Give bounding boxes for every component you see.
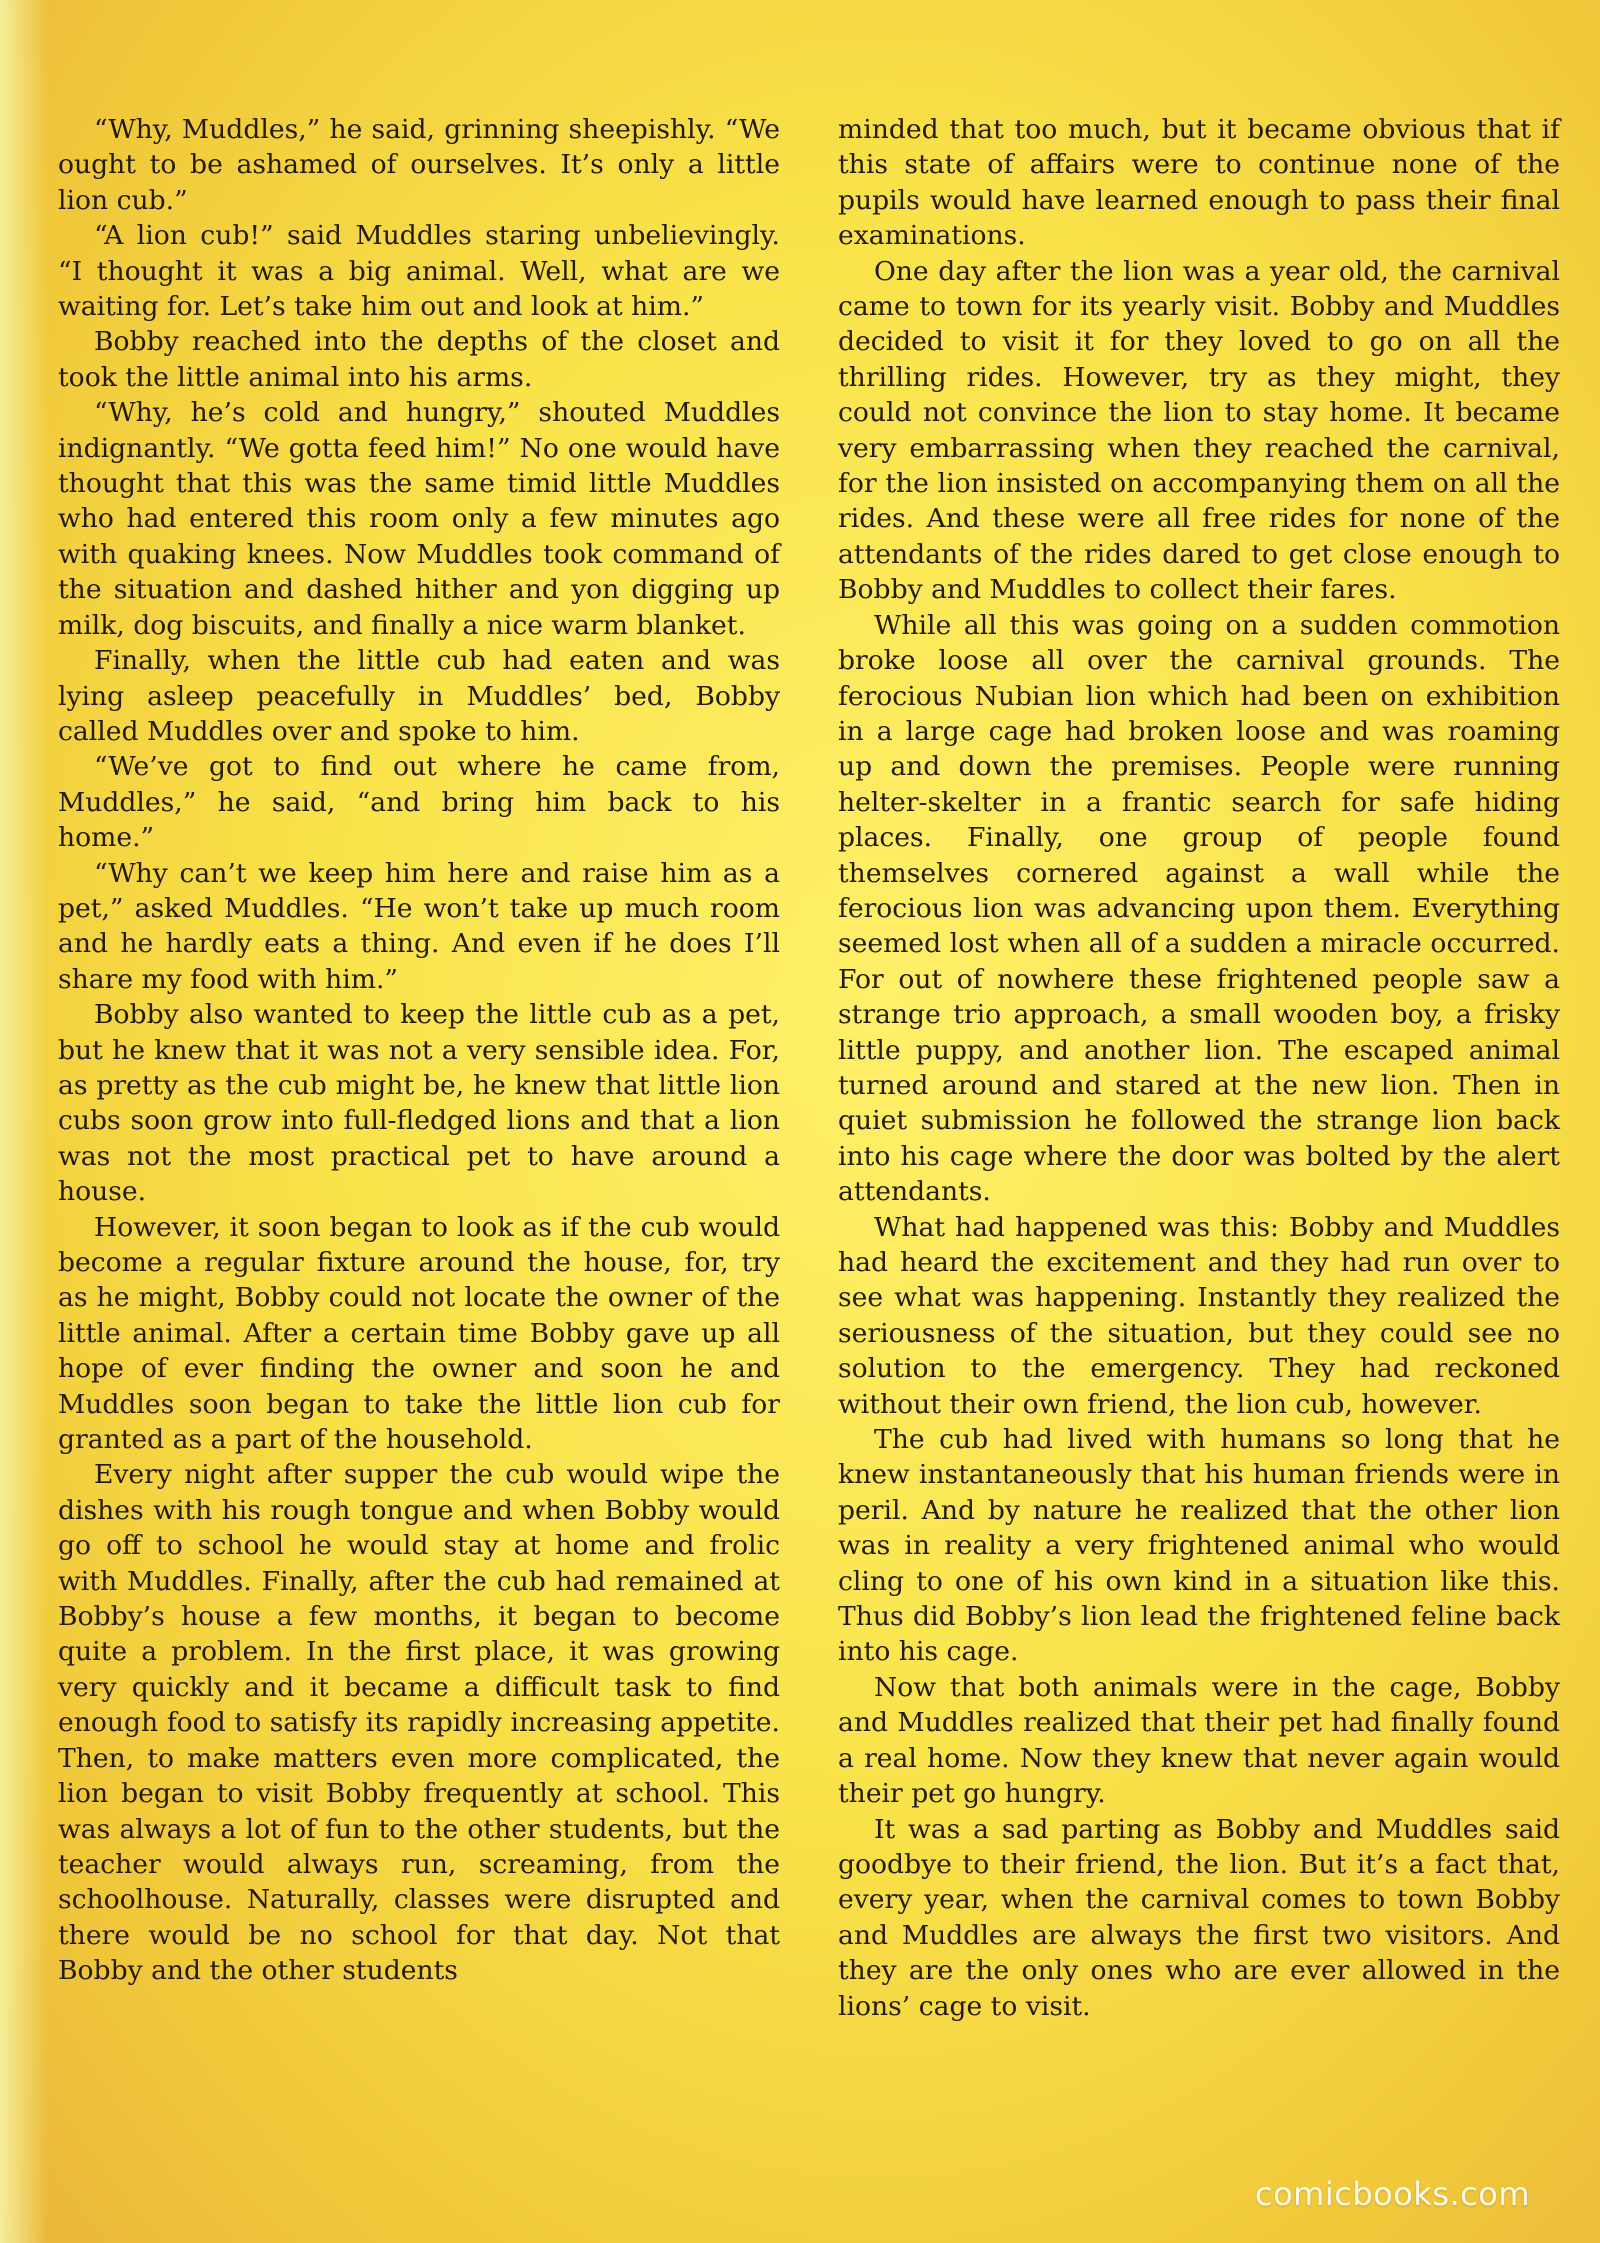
paragraph: While all this was going on a sudden commotion broke loose all over the carnival grounds. The ferocious Nubian lion which had been on exhibition in a large cage had broken loose and was roaming up and down the premises. People were running helter-skelter in a frantic search for safe hiding places. Finally, one group of people found themselves cornered against a wall while the ferocious lion was advancing upon them. Everything seemed lost when all of a sudden a miracle occurred. For out of nowhere these frightened people saw a strange trio approach, a small wooden boy, a frisky little puppy, and another lion. The escaped animal turned around and stared at the new lion. Then in quiet submission he followed the strange lion back into his cage where the door was bolted by the alert attendants.: [838, 609, 1560, 1208]
paragraph: “A lion cub!” said Muddles staring unbelievingly. “I thought it was a big animal. Well, what are we waiting for. Let’s take him out and look at him.”: [58, 220, 780, 323]
paragraph: “Why can’t we keep him here and raise him as a pet,” asked Muddles. “He won’t take up much room and he hardly eats a thing. And even if he does I’ll share my food with him.”: [58, 857, 780, 995]
page-edge: [0, 0, 48, 2243]
paragraph: Bobby also wanted to keep the little cub as a pet, but he knew that it was not a very sensible idea. For, as pretty as the cub might be, he knew that little lion cubs soon grow into full-fledged lions and that a lion was not the most practical pet to have around a house.: [58, 999, 780, 1208]
right-text-column: [838, 112, 1560, 2024]
paragraph: Bobby reached into the depths of the closet and took the little animal into his arms.: [58, 326, 780, 393]
paragraph: It was a sad parting as Bobby and Muddles said goodbye to their friend, the lion. But it’s a fact that, every year, when the carnival comes to town Bobby and Muddles are always the first two visitors. And they are the only ones who are ever allowed in the lions’ cage to visit.: [838, 1813, 1560, 2022]
paragraph: “Why, he’s cold and hungry,” shouted Muddles indignantly. “We gotta feed him!” No one would have thought that this was the same timid little Muddles who had entered this room only a few minutes ago with quaking knees. Now Muddles took command of the situation and dashed hither and yon digging up milk, dog biscuits, and finally a nice warm blanket.: [58, 397, 780, 641]
paragraph: Every night after supper the cub would wipe the dishes with his rough tongue and when Bobby would go off to school he would stay at home and frolic with Muddles. Finally, after the cub had remained at Bobby’s house a few months, it began to become quite a problem. In the first place, it was growing very quickly and it became a difficult task to find enough food to satisfy its rapidly increasing appetite. Then, to make matters even more complicated, the lion began to visit Bobby frequently at school. This was always a lot of fun to the other students, but the teacher would always run, screaming, from the schoolhouse. Naturally, classes were disrupted and there would be no school for that day. Not that Bobby and the other students: [58, 1459, 780, 1987]
paragraph: The cub had lived with humans so long that he knew instantaneously that his human friends were in peril. And by nature he realized that the other lion was in reality a very frightened animal who would cling to one of his own kind in a situation like this. Thus did Bobby’s lion lead the frightened feline back into his cage.: [838, 1424, 1560, 1668]
paragraph: “We’ve got to find out where he came from, Muddles,” he said, “and bring him back to his home.”: [58, 751, 780, 854]
paragraph: However, it soon began to look as if the cub would become a regular fixture around the house, for, try as he might, Bobby could not locate the owner of the little animal. After a certain time Bobby gave up all hope of ever finding the owner and soon he and Muddles soon began to take the little lion cub for granted as a part of the household.: [58, 1211, 780, 1456]
paragraph: Now that both animals were in the cage, Bobby and Muddles realized that their pet had finally found a real home. Now they knew that never again would their pet go hungry.: [838, 1671, 1560, 1810]
paragraph: One day after the lion was a year old, the carnival came to town for its yearly visit. Bobby and Muddles decided to visit it for they loved to go on all the thrilling rides. However, try as they might, they could not convince the lion to stay home. It became very embarrassing when they reached the carnival, for the lion insisted on accompanying them on all the rides. And these were all free rides for none of the attendants of the rides dared to get close enough to Bobby and Muddles to collect their fares.: [838, 255, 1560, 606]
paragraph-continued: minded that too much, but it became obvious that if this state of affairs were to continue none of the pupils would have learned enough to pass their final examinations.: [838, 114, 1560, 252]
left-text-column: [58, 112, 780, 1989]
paragraph: What had happened was this: Bobby and Muddles had heard the excitement and they had run over to see what was happening. Instantly they realized the seriousness of the situation, but they could see no solution to the emergency. They had reckoned without their own friend, the lion cub, however.: [838, 1211, 1560, 1420]
paragraph: Finally, when the little cub had eaten and was lying asleep peacefully in Muddles’ bed, Bobby called Muddles over and spoke to him.: [58, 645, 780, 747]
watermark: comicbooks.com: [1254, 2175, 1530, 2213]
paragraph: “Why, Muddles,” he said, grinning sheepishly. “We ought to be ashamed of ourselves. It’s only a little lion cub.”: [58, 114, 780, 216]
